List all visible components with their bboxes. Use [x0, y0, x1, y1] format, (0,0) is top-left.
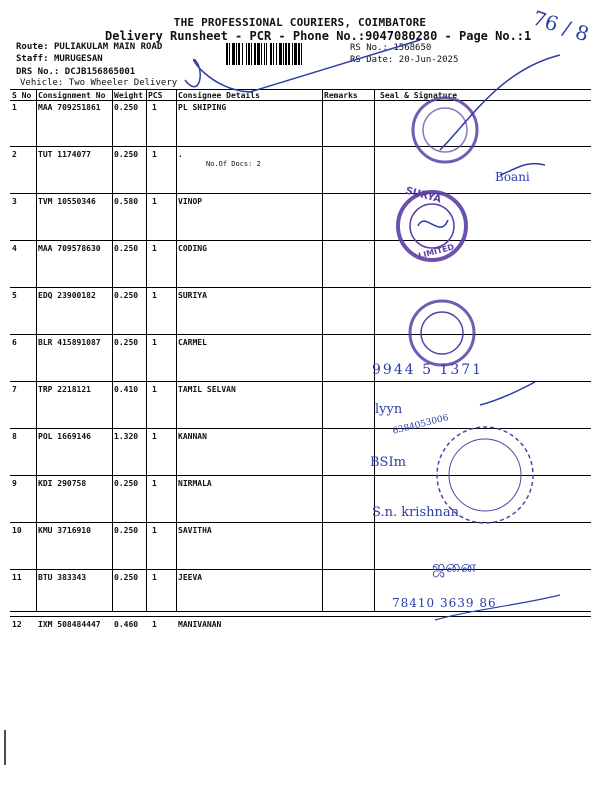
- corner-count-mark: 76 / 8: [529, 5, 592, 47]
- cell-consignment: MAA 709251861: [38, 103, 101, 112]
- signature-row7: 9944 5 1371: [372, 362, 484, 378]
- cell-consignment: BTU 383343: [38, 573, 87, 582]
- cell-pcs: 1: [152, 432, 157, 441]
- col-weight-header: Weight: [114, 91, 143, 100]
- cell-consignment: TRP 2218121: [38, 385, 91, 394]
- drs-value: DCJB156865001: [64, 67, 136, 77]
- cell-consignment: EDQ 23900182: [38, 291, 96, 300]
- cell-pcs: 1: [152, 479, 157, 488]
- cell-consignee: MANIVANAN: [178, 620, 222, 629]
- cell-consignment: TUT 1174077: [38, 150, 91, 159]
- ink-stroke: [480, 382, 535, 405]
- cell-consignee: SAVITHA: [178, 526, 212, 535]
- cell-consignee: CODING: [178, 244, 207, 253]
- staff-value: MURUGESAN: [53, 54, 103, 64]
- col-sno-header: S No: [12, 91, 32, 100]
- signature-row9: BSIm: [370, 455, 406, 470]
- cell-consignee: SURIYA: [178, 291, 207, 300]
- cell-consignee: VINOP: [178, 197, 203, 206]
- cell-weight: 0.250: [114, 573, 139, 582]
- cell-pcs: 1: [152, 291, 157, 300]
- cell-consignee: .: [178, 150, 183, 159]
- stamp-row6: [410, 301, 474, 365]
- cell-consignee: JEEVA: [178, 573, 203, 582]
- cell-weight: 0.460: [114, 620, 139, 629]
- cell-consignment: MAA 709578630: [38, 244, 101, 253]
- drs-label: DRS No.:: [16, 67, 60, 77]
- cell-consignment: KMU 3716910: [38, 526, 91, 535]
- cell-weight: 0.580: [114, 197, 139, 206]
- vehicle-label: Vehicle:: [20, 78, 64, 88]
- col-seal-header: Seal & Signature: [380, 91, 458, 100]
- cell-sno: 2: [12, 150, 17, 159]
- cell-consignment: KDI 290758: [38, 479, 87, 488]
- ink-stroke: [440, 55, 560, 150]
- cell-weight: 0.410: [114, 385, 139, 394]
- cell-sno: 4: [12, 244, 17, 253]
- cell-consignment: POL 1669146: [38, 432, 91, 441]
- cell-consignee: TAMIL SELVAN: [178, 385, 236, 394]
- cell-pcs: 1: [152, 620, 157, 629]
- stamp-text-row4-bottom: LIMITED: [417, 242, 456, 261]
- cell-pcs: 1: [152, 573, 157, 582]
- cell-consignment: TVM 10550346: [38, 197, 96, 206]
- cell-pcs: 1: [152, 526, 157, 535]
- rs-no-label: RS No.:: [350, 43, 388, 53]
- route-value: PULIAKULAM MAIN ROAD: [53, 42, 163, 52]
- cell-pcs: 1: [152, 338, 157, 347]
- signature-row11: ஜனை: [432, 557, 476, 576]
- ink-stroke: [185, 40, 420, 92]
- rs-date-label: RS Date:: [350, 55, 394, 65]
- cell-weight: 1.320: [114, 432, 139, 441]
- stamp-text-row4: SURYA: [404, 185, 443, 206]
- signature-row12: 78410 3639 86: [392, 596, 497, 610]
- staff-label: Staff:: [16, 54, 49, 64]
- cell-sno: 5: [12, 291, 17, 300]
- cell-sno: 9: [12, 479, 17, 488]
- cell-sno: 6: [12, 338, 17, 347]
- cell-pcs: 1: [152, 103, 157, 112]
- runsheet-title: Delivery Runsheet - PCR - Phone No.:9047080280 - Page No.:1: [105, 29, 532, 43]
- cell-pcs: 1: [152, 244, 157, 253]
- rs-no-value: 1568650: [393, 43, 432, 53]
- signature-row8-phone: 6384053006: [391, 413, 450, 437]
- cell-consignee: CARMEL: [178, 338, 207, 347]
- col-remarks-header: Remarks: [324, 91, 358, 100]
- stamp-row1: [413, 98, 477, 162]
- cell-weight: 0.250: [114, 244, 139, 253]
- cell-consignee: NIRMALA: [178, 479, 212, 488]
- cell-weight: 0.250: [114, 150, 139, 159]
- docs-count: No.Of Docs: 2: [206, 160, 261, 168]
- cell-sno: 3: [12, 197, 17, 206]
- cell-weight: 0.250: [114, 338, 139, 347]
- cell-pcs: 1: [152, 150, 157, 159]
- cell-weight: 0.250: [114, 103, 139, 112]
- cell-weight: 0.250: [114, 479, 139, 488]
- col-consignment-header: Consignment No: [38, 91, 106, 100]
- cell-consignee: KANNAN: [178, 432, 207, 441]
- cell-consignment: IXM 508484447: [38, 620, 101, 629]
- cell-sno: 1: [12, 103, 17, 112]
- route-label: Route:: [16, 42, 49, 52]
- cell-pcs: 1: [152, 197, 157, 206]
- cell-consignee: PL SHIPING: [178, 103, 227, 112]
- cell-weight: 0.250: [114, 526, 139, 535]
- cell-pcs: 1: [152, 385, 157, 394]
- signature-row10: S.n. krishnan: [372, 505, 460, 520]
- vehicle-value: Two Wheeler Delivery: [68, 78, 178, 88]
- col-consignee-header: Consignee Details: [178, 91, 260, 100]
- cell-sno: 8: [12, 432, 17, 441]
- cell-sno: 7: [12, 385, 17, 394]
- company-title: THE PROFESSIONAL COURIERS, COIMBATORE: [173, 16, 427, 29]
- signature-row3: Boani: [495, 170, 530, 184]
- rs-date-value: 20-Jun-2025: [398, 55, 459, 65]
- signature-row8-name: lyyn: [375, 402, 403, 417]
- cell-weight: 0.250: [114, 291, 139, 300]
- cell-consignment: BLR 415891087: [38, 338, 101, 347]
- cell-sno: 10: [12, 526, 22, 535]
- col-pcs-header: PCS: [148, 91, 163, 100]
- cell-sno: 12: [12, 620, 22, 629]
- cell-sno: 11: [12, 573, 22, 582]
